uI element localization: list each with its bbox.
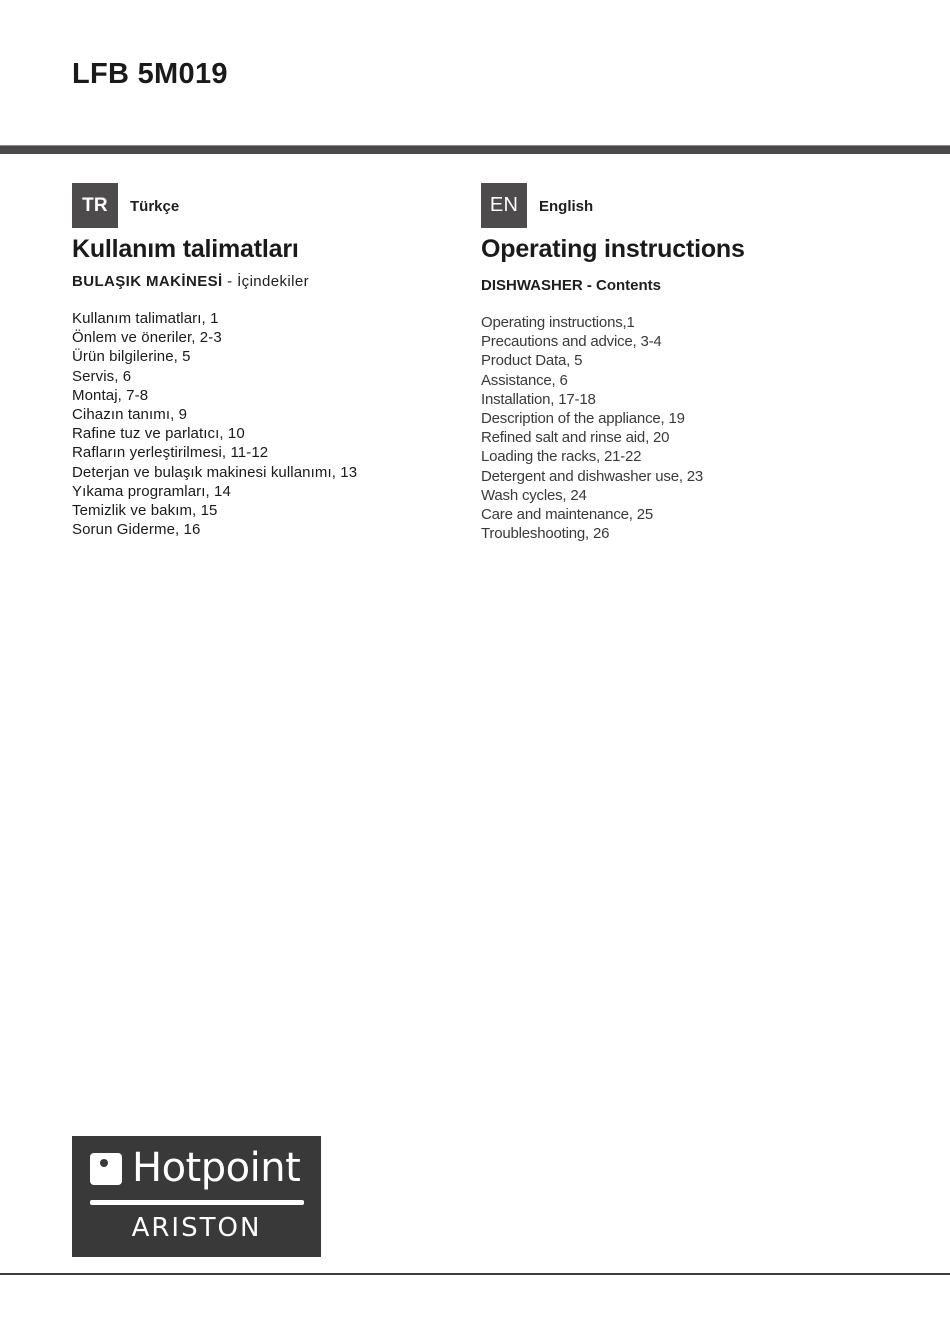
toc-item: Servis, 6 [72,367,132,385]
toc-item: Refined salt and rinse aid, 20 [481,429,670,447]
toc-item: Deterjan ve bulaşık makinesi kullanımı, 13 [72,463,358,481]
logo-wordmark-hotpoint: Hotpoint [132,1145,301,1191]
toc-item: Rafine tuz ve parlatıcı, 10 [72,425,245,443]
subtitle-product: BULAŞIK MAKİNESİ [72,273,223,290]
logo-square-icon [90,1153,122,1185]
logo-dot-icon [100,1159,108,1167]
toc-item: Assistance, 6 [481,371,568,389]
footer-divider-line [0,1273,950,1275]
toc-item: Product Data, 5 [481,352,583,370]
subtitle-separator: - [222,273,238,290]
language-code-badge: EN [481,183,527,228]
turkish-section [72,183,452,539]
logo-divider [90,1200,304,1205]
toc-item: Operating instructions,1 [481,314,635,331]
table-of-contents [481,313,901,543]
toc-item: Rafların yerleştirilmesi, 11-12 [72,444,269,462]
language-name: Türkçe [130,198,180,215]
subtitle-contents: İçindekiler [237,273,310,290]
toc-item: Care and maintenance, 25 [481,505,653,523]
section-subtitle [72,273,452,290]
toc-item: Sorun Giderme, 16 [72,521,201,539]
toc-item: Detergent and dishwasher use, 23 [481,467,704,485]
header-divider-bar [0,145,950,154]
hotpoint-ariston-logo [72,1136,321,1257]
model-title: LFB 5M019 [72,58,228,90]
toc-item: Description of the appliance, 19 [481,409,685,427]
language-header-en [481,183,901,228]
toc-item: Wash cycles, 24 [481,486,587,504]
toc-item: Loading the racks, 21-22 [481,448,642,466]
language-code-badge: TR [72,183,118,228]
english-section [481,183,901,543]
section-title: Operating instructions [481,235,745,263]
language-name: English [539,198,594,215]
toc-item: Precautions and advice, 3-4 [481,333,662,351]
section-title: Kullanım talimatları [72,235,299,263]
toc-item: Kullanım talimatları, 1 [72,310,219,327]
toc-item: Yıkama programları, 14 [72,482,231,500]
table-of-contents [72,309,452,539]
toc-item: Temizlik ve bakım, 15 [72,501,218,519]
logo-wordmark-ariston: ARISTON [131,1213,262,1243]
toc-item: Cihazın tanımı, 9 [72,405,188,423]
language-header-tr [72,183,452,228]
toc-item: Troubleshooting, 26 [481,525,610,543]
section-subtitle: DISHWASHER - Contents [481,277,661,294]
toc-item: Ürün bilgilerine, 5 [72,348,191,366]
toc-item: Installation, 17-18 [481,390,596,408]
toc-item: Önlem ve öneriler, 2-3 [72,329,222,347]
toc-item: Montaj, 7-8 [72,386,149,404]
